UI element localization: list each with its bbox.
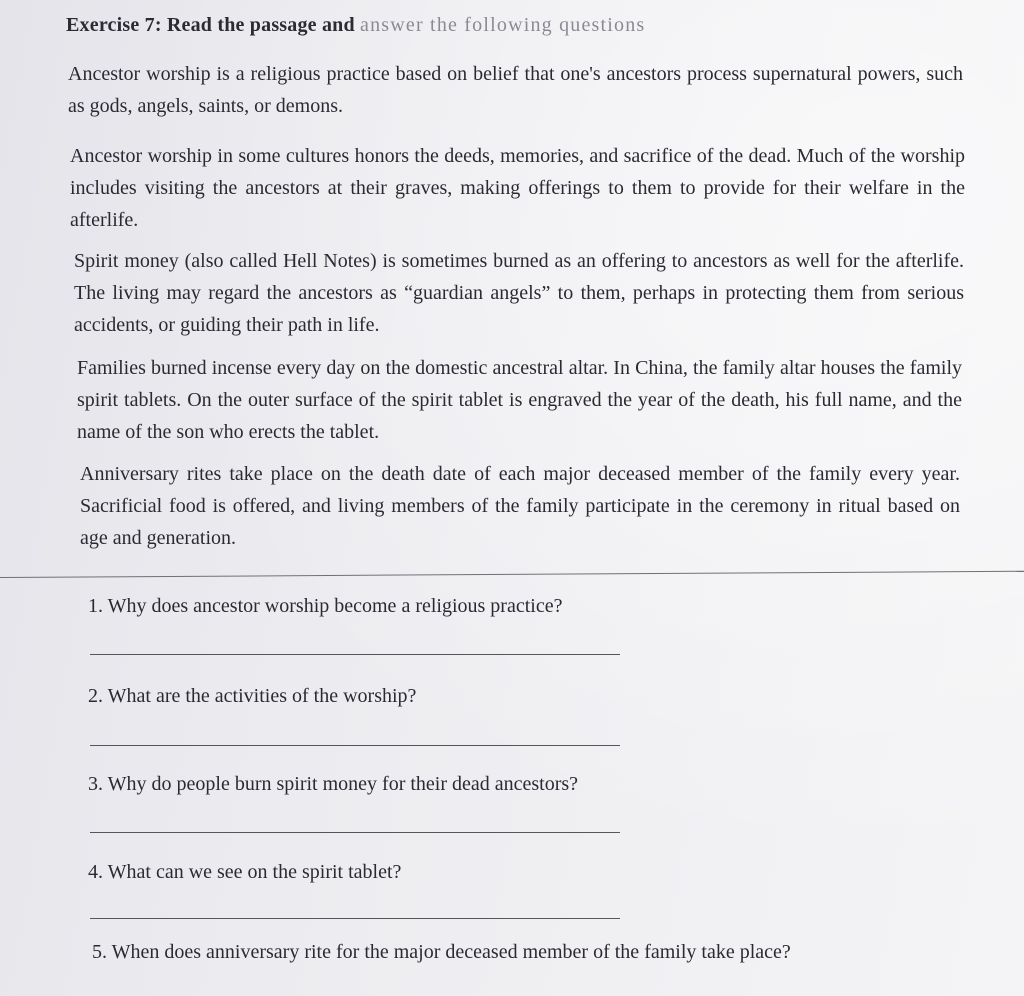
question-4: 4. What can we see on the spirit tablet? [88, 861, 402, 883]
question-3: 3. Why do people burn spirit money for their dead ancestors? [88, 773, 579, 795]
passage-paragraph: Ancestor worship is a religious practice based on belief that one's ancestors process supernatural powers, such as gods, angels, saints, or demons. [68, 63, 963, 117]
answer-line-2[interactable] [90, 745, 620, 746]
section-divider [0, 571, 1024, 578]
answer-line-1[interactable] [90, 654, 620, 655]
question-2: 2. What are the activities of the worship? [88, 685, 417, 707]
exercise-heading [66, 14, 645, 37]
exercise-title-tail: answer the following questions [360, 14, 646, 36]
exercise-title: Exercise 7: Read the passage and [66, 14, 355, 36]
passage-paragraph: Families burned incense every day on the domestic ancestral altar. In China, the family altar houses the family spirit tablets. On the outer surface of the spirit tablet is engraved the year of the death, his full name, and the name of the son who erects the tablet. [77, 357, 962, 443]
question-1: 1. Why does ancestor worship become a religious practice? [88, 595, 563, 617]
passage-paragraph: Anniversary rites take place on the death date of each major deceased member of the family every year. Sacrificial food is offered, and living members of the family participate in the ceremony in ritual based on age and generation. [80, 463, 960, 549]
passage-paragraph: Ancestor worship in some cultures honors the deeds, memories, and sacrifice of the dead. Much of the worship includes visiting the ancestors at their graves, making offerings to them to provide for their welfare in the afterlife. [70, 145, 965, 231]
answer-line-3[interactable] [90, 832, 620, 833]
question-5: 5. When does anniversary rite for the major deceased member of the family take place? [92, 941, 791, 963]
answer-line-4[interactable] [90, 918, 620, 919]
passage-paragraph: Spirit money (also called Hell Notes) is sometimes burned as an offering to ancestors as well for the afterlife. The living may regard the ancestors as “guardian angels” to them, perhaps in protecting them from serious accidents, or guiding their path in life. [74, 250, 964, 336]
